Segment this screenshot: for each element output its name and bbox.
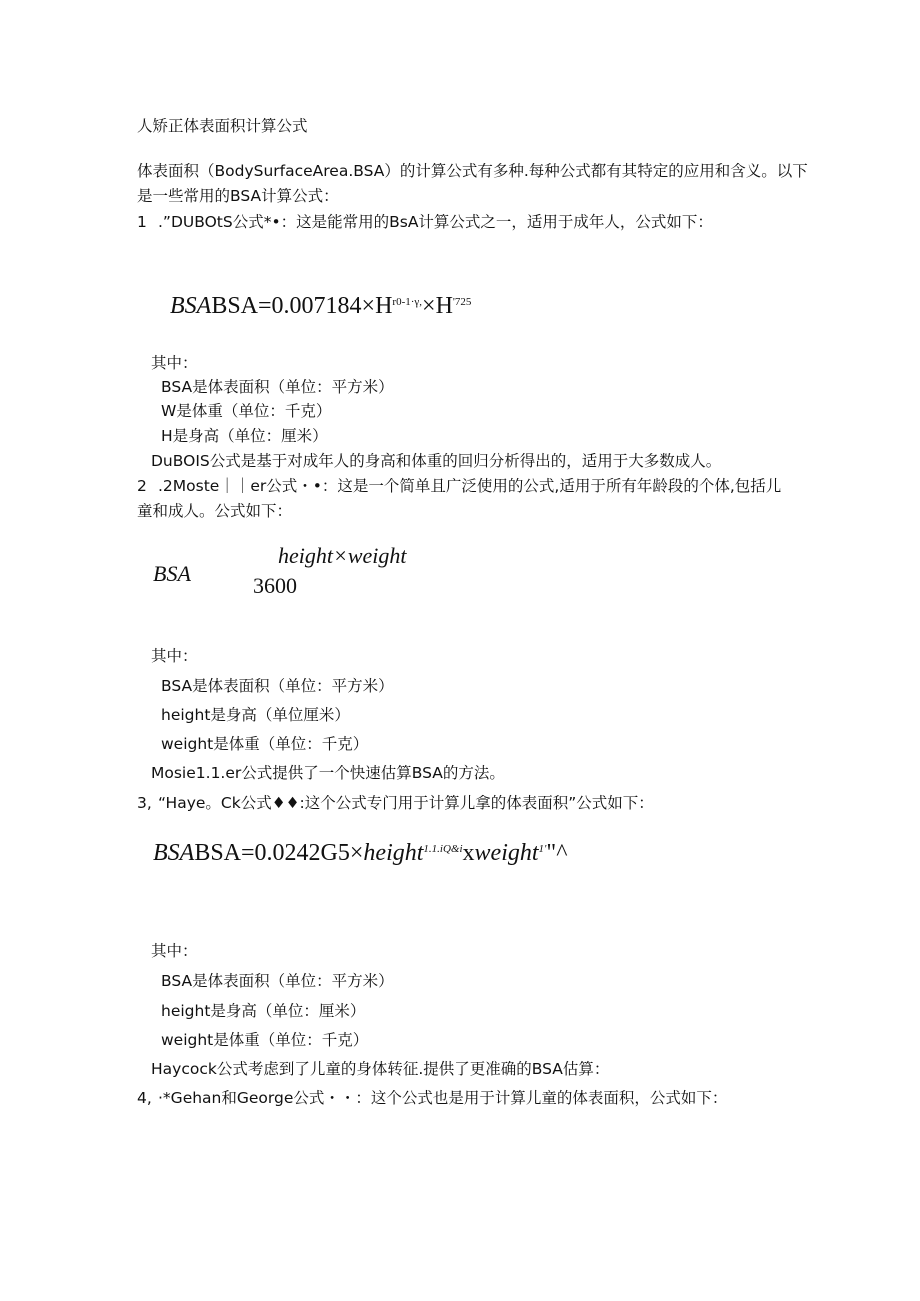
s2-where: 其中： [151,647,198,665]
s3-number: 3, [137,794,152,812]
s1-number: 1 [137,213,147,231]
s4-number: 4, [137,1089,152,1107]
s1-def-bsa: BSA是体表面积（单位：平方米） [161,378,394,396]
intro-line-1: 体表面积（BodySurfaceArea.BSA）的计算公式有多种.每种公式都有其特定的应用和含义。以下 [137,162,808,180]
s1-def-weight: W是体重（单位：千克） [161,402,332,420]
s2-def-height: height是身高（单位厘米） [161,706,350,724]
s1-formula: $BSABSA=0.007184\times H^{r0-1\cdot\gamma,}\times H^{'725}$ [170,293,472,319]
s2-number: 2 [137,477,147,495]
s1-def-height: H是身高（单位：厘米） [161,427,328,445]
s3-where: 其中： [151,942,198,960]
s2-formula-lhs: BSA [153,561,191,586]
s3-def-weight: weight是体重（单位：千克） [161,1031,369,1049]
s2-heading-line-1: .2Moste｜｜er公式・•：这是一个简单且广泛使用的公式,适用于所有年龄段的个体,包括儿 [158,477,782,495]
s3-formula: BSABSA=0.0242G5×height$^{1.1.iQ\&i}$xweight$^{1'}$"^ [153,840,568,866]
s2-formula-denominator: 3600 [253,573,297,598]
intro-line-2: 是一些常用的BSA计算公式： [137,187,339,205]
s2-heading-line-2: 童和成人。公式如下： [137,502,293,520]
s3-heading: “Haye。Ck公式♦♦:这个公式专门用于计算儿拿的体表面积”公式如下： [158,794,654,812]
s2-note: Mosie1.1.er公式提供了一个快速估算BSA的方法。 [151,764,505,782]
s4-heading: ·*Gehan和George公式・・：这个公式也是用于计算儿童的体表面积，公式如下： [158,1089,728,1107]
s1-where: 其中： [151,354,198,372]
s3-def-bsa: BSA是体表面积（单位：平方米） [161,972,394,990]
s1-note: DuBOIS公式是基于对成年人的身高和体重的回归分析得出的，适用于大多数成人。 [151,452,722,470]
s2-def-weight: weight是体重（单位：千克） [161,735,369,753]
s2-formula-numerator: height×weight [278,543,407,568]
page-title: 人矫正体表面积计算公式 [137,117,308,135]
s3-def-height: height是身高（单位：厘米） [161,1002,366,1020]
s1-heading: .”DUBOtS公式*•：这是能常用的BsA计算公式之一，适用于成年人，公式如下： [158,213,713,231]
s2-def-bsa: BSA是体表面积（单位：平方米） [161,677,394,695]
s3-note: Haycock公式考虑到了儿童的身体转征.提供了更准确的BSA估算： [151,1060,610,1078]
